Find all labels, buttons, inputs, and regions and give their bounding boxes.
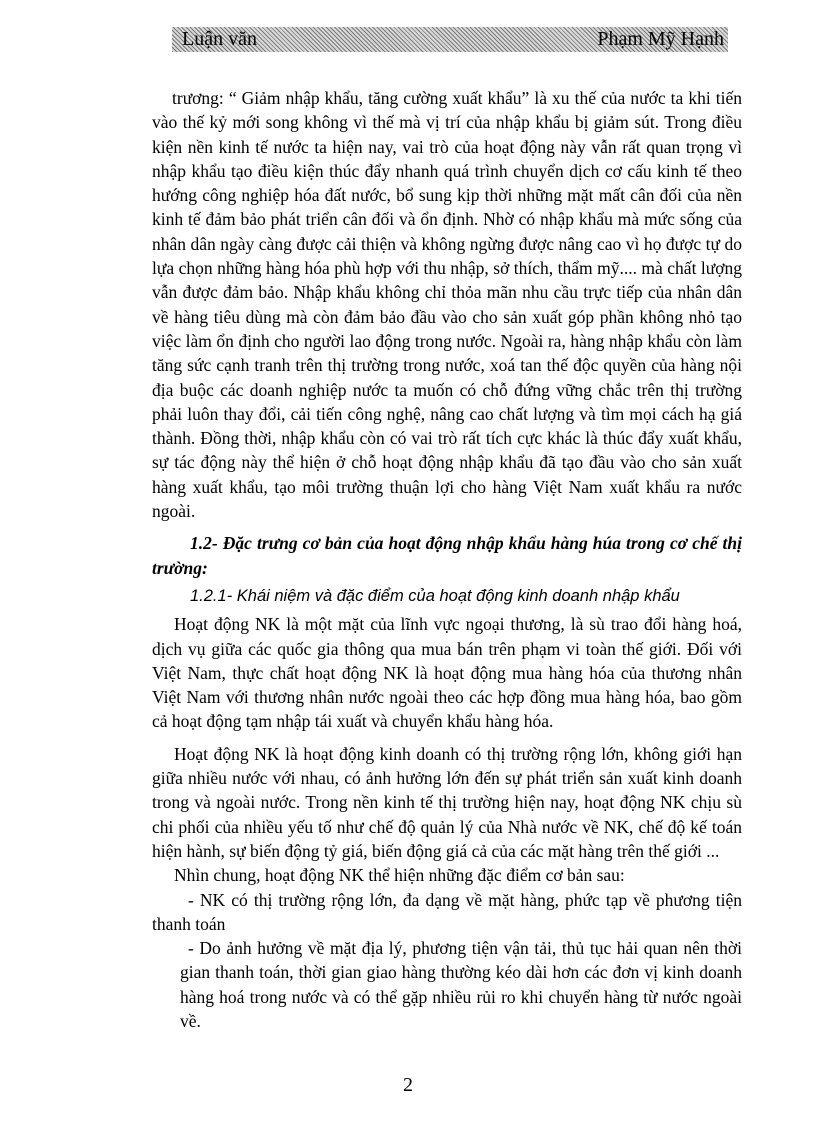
page-header [172, 27, 728, 52]
header-author-name: Phạm Mỹ Hạnh [597, 28, 724, 50]
paragraph-import-characteristics: Hoạt động NK là hoạt động kinh doanh có thị trường rộng lớn, không giới hạn giữa nhiều nước với nhau, có ảnh hưởng lớn đến sự phát triển sản xuất kinh doanh trong và ngoài nước. Trong nền kinh tế thị trường hiện nay, hoạt động NK chịu sù chi phối của nhiều yếu tố như chế độ quản lý của Nhà nước về NK, chế độ kế toán hiện hành, sự biến động tỷ giá, biến động giá cả của các mặt hàng trên thế giới ... [152, 743, 742, 861]
paragraph-import-definition: Hoạt động NK là một mặt của lĩnh vực ngoại thương, là sù trao đổi hàng hoá, dịch vụ giữa các quốc gia thông qua mua bán trên phạm vi toàn thế giới. Đối với Việt Nam, thực chất hoạt động NK là hoạt động mua hàng hóa của thương nhân Việt Nam với thương nhân nước ngoài theo các hợp đồng mua hàng hóa, bao gồm cả hoạt động tạm nhập tái xuất và chuyển khẩu hàng hóa. [152, 614, 742, 732]
paragraph-summary-intro: Nhìn chung, hoạt động NK thể hiện những đặc điểm cơ bản sau: [174, 865, 625, 886]
subsection-heading-1-2-1: 1.2.1- Khái niệm và đặc điểm của hoạt động kinh doanh nhập khẩu [190, 586, 680, 605]
paragraph-import-role: trương: “ Giảm nhập khẩu, tăng cường xuất khẩu” là xu thế của nước ta khi tiến vào thế kỷ mới song không vì thế mà vị trí của nhập khẩu bị giảm sút. Trong điều kiện nền kinh tế nước ta hiện nay, vai trò của hoạt động này vẫn rất quan trọng vì nhập khẩu tạo điều kiện thúc đẩy nhanh quá trình chuyển dịch cơ cấu kinh tế theo hướng công nghiệp hóa đất nước, bổ sung kịp thời những mặt mất cân đối của nền kinh tế đảm bảo phát triển cân đối và ổn định. Nhờ có nhập khẩu mà mức sống của nhân dân ngày càng được cải thiện và không ngừng được nâng cao vì họ được tự do lựa chọn những hàng hóa phù hợp với thu nhập, sở thích, thẩm mỹ.... mà chất lượng vẫn được đảm bảo. Nhập khẩu không chỉ thỏa mãn nhu cầu trực tiếp của nhân dân về hàng tiêu dùng mà còn đảm bảo đầu vào cho sản xuất góp phần không nhỏ tạo việc làm ổn định cho người lao động trong nước. Ngoài ra, hàng nhập khẩu còn làm tăng sức cạnh tranh trên thị trường trong nước, xoá tan thế độc quyền của hàng nội địa buộc các doanh nghiệp nước ta muốn có chỗ đứng vững chắc trên thị trường phải luôn thay đổi, cải tiến công nghệ, nâng cao chất lượng và tìm mọi cách hạ giá thành. Đồng thời, nhập khẩu còn có vai trò rất tích cực khác là thúc đẩy xuất khẩu, sự tác động này thể hiện ở chỗ hoạt động nhập khẩu đã tạo đầu vào cho sản xuất hàng xuất khẩu, tạo môi trường thuận lợi cho hàng Việt Nam xuất khẩu ra nước ngoài. [152, 88, 742, 522]
document-body [152, 86, 742, 1033]
list-item-geography: - Do ảnh hưởng về mặt địa lý, phương tiện vận tải, thủ tục hải quan nên thời gian thanh toán, thời gian giao hàng thường kéo dài hơn các đơn vị kinh doanh hàng hoá trong nước và có thể gặp nhiều rủi ro khi chuyển hàng từ nước ngoài về. [180, 938, 742, 1031]
header-left-title: Luận văn [182, 28, 257, 50]
section-heading-1-2: 1.2- Đặc trưng cơ bản của hoạt động nhập khẩu hàng húa trong cơ chế thị trường: [152, 533, 742, 578]
page-number: 2 [403, 1074, 413, 1096]
list-item-market: - NK có thị trường rộng lớn, đa dạng về mặt hàng, phức tạp về phương tiện thanh toán [152, 889, 742, 934]
